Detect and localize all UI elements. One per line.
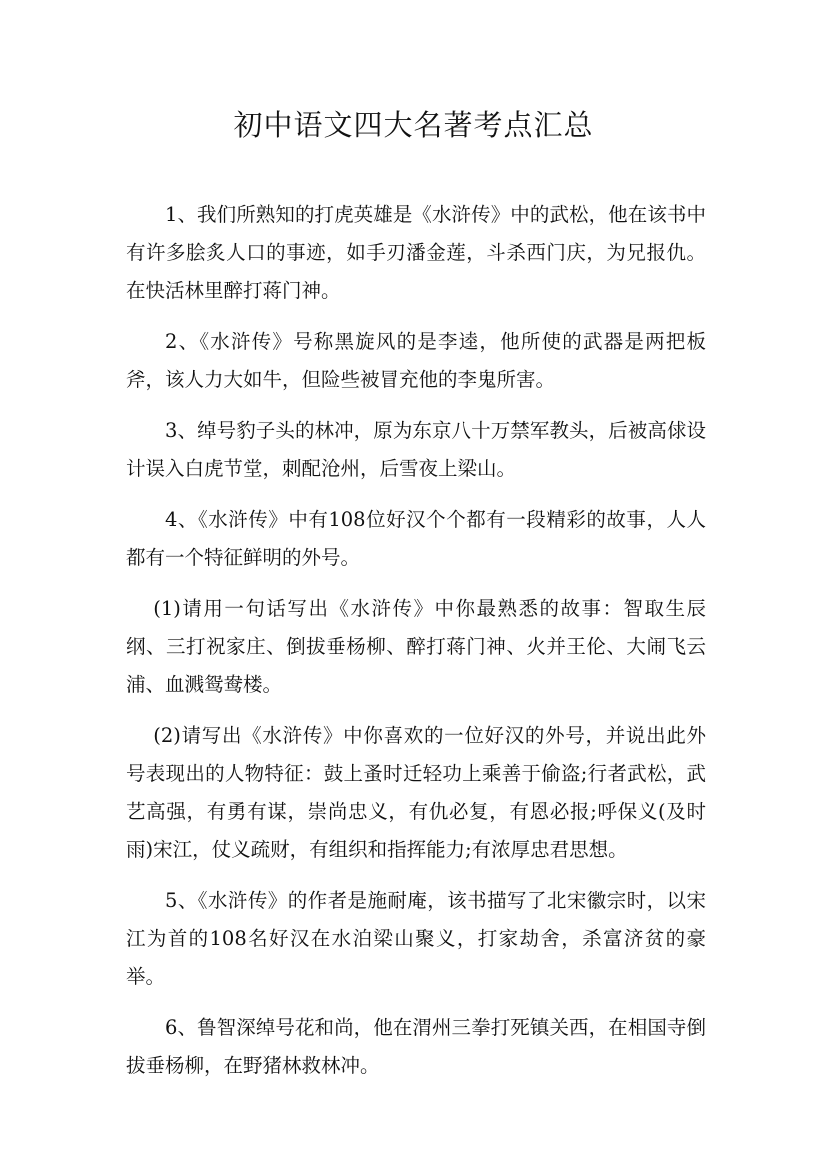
paragraph-4-question-2: (2)请写出《水浒传》中你喜欢的一位好汉的外号，并说出此外号表现出的人物特征：鼓上蚤时迁轻功上乘善于偷盗;行者武松，武艺高强，有勇有谋，崇尚忠义，有仇必复，有恩必报;呼保义(及时雨)宋江，仗义疏财，有组织和指挥能力;有浓厚忠君思想。 [126,724,706,861]
paragraph-4: 4、《水浒传》中有108位好汉个个都有一段精彩的故事，人人都有一个特征鲜明的外号。 [126,508,706,569]
paragraph-2: 2、《水浒传》号称黑旋风的是李逵，他所使的武器是两把板斧，该人力大如牛，但险些被冒充他的李鬼所害。 [126,330,706,391]
document-title: 初中语文四大名著考点汇总 [233,108,594,142]
paragraph-4-question-1: (1)请用一句话写出《水浒传》中你最熟悉的故事：智取生辰纲、三打祝家庄、倒拔垂杨柳、醉打蒋门神、火并王伦、大闹飞云浦、血溅鸳鸯楼。 [126,597,706,696]
paragraph-3: 3、绰号豹子头的林冲，原为东京八十万禁军教头，后被高俅设计误入白虎节堂，刺配沧州，后雪夜上梁山。 [126,419,706,480]
paragraph-1: 1、我们所熟知的打虎英雄是《水浒传》中的武松，他在该书中有许多脍炙人口的事迹，如手刃潘金莲，斗杀西门庆，为兄报仇。在快活林里醉打蒋门神。 [126,203,706,302]
paragraph-5: 5、《水浒传》的作者是施耐庵，该书描写了北宋徽宗时，以宋江为首的108名好汉在水泊梁山聚义，打家劫舍，杀富济贫的豪举。 [126,889,706,988]
paragraph-6: 6、鲁智深绰号花和尚，他在渭州三拳打死镇关西，在相国寺倒拔垂杨柳，在野猪林救林冲。 [126,1016,706,1077]
document-body [126,196,706,1098]
